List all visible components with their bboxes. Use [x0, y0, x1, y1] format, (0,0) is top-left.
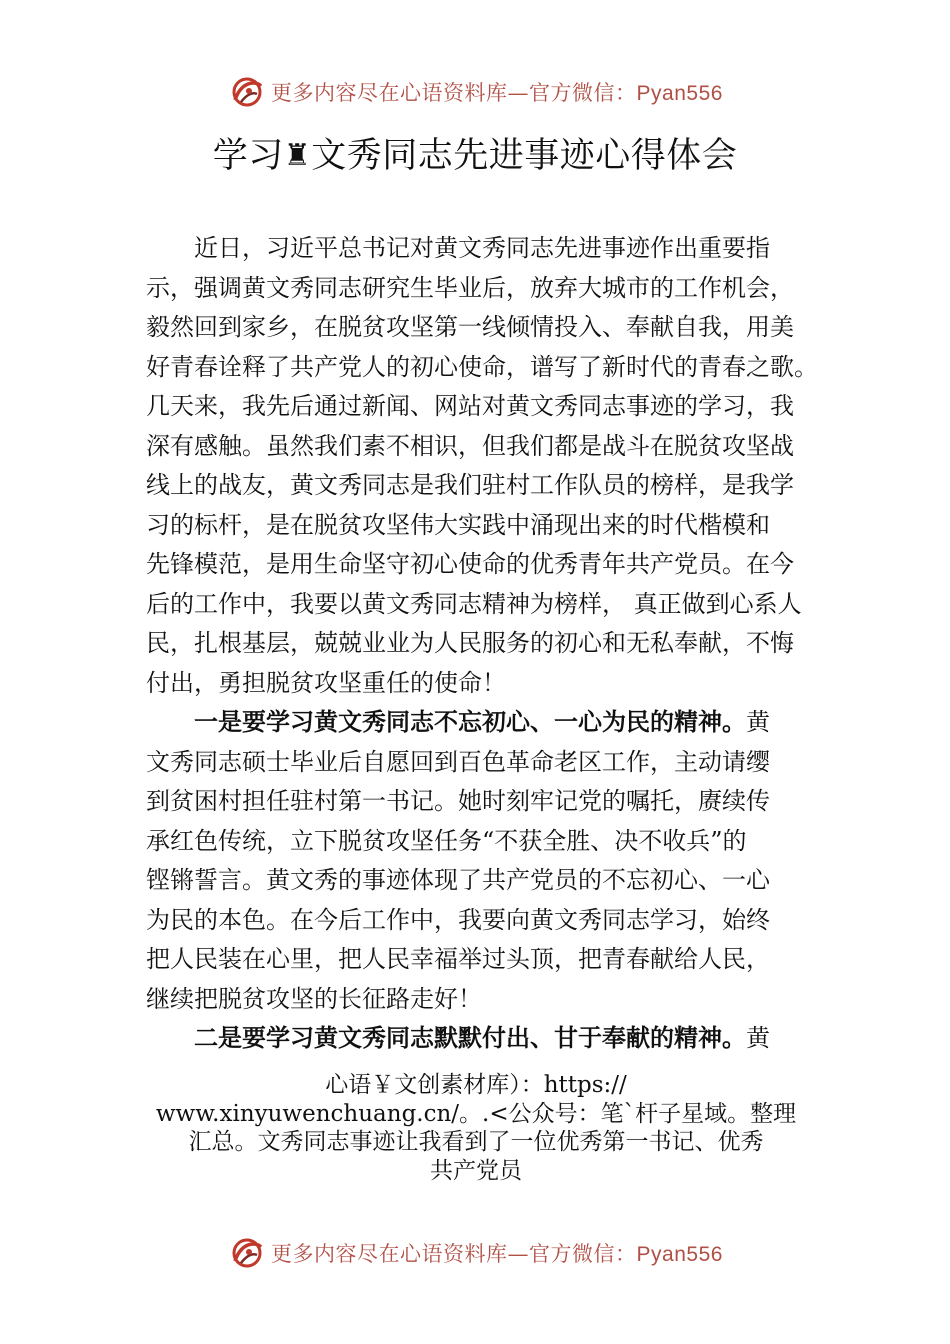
para1-line: 后的工作中，我要以黄文秀同志精神为榜样， 真正做到心系人 [146, 589, 802, 618]
article-body [146, 229, 826, 1059]
para2-first-line [146, 703, 826, 743]
banner-id: Pyan556 [636, 82, 723, 105]
tail-line: 心语￥文创素材库）：https:// [325, 1072, 627, 1098]
para1-line: 好青春诠释了共产党人的初心使命，谱写了新时代的青春之歌。 [146, 352, 818, 381]
para3-heading: 二是要学习黄文秀同志默默付出、甘于奉献的精神。 [194, 1024, 746, 1052]
para1-line: 示，强调黄文秀同志研究生毕业后，放弃大城市的工作机会， [146, 273, 794, 302]
para1-line: 先锋模范，是用生命坚守初心使命的优秀青年共产党员。在今 [146, 550, 794, 578]
para2-line: 到贫困村担任驻村第一书记。她时刻牢记党的嘱托，赓续传 [146, 787, 770, 815]
banner-id: Pyan556 [636, 1243, 723, 1266]
para1-line: 几天来，我先后通过新闻、网站对黄文秀同志事迹的学习，我 [146, 392, 794, 420]
banner-text: 更多内容尽在心语资料库—官方微信： [271, 1242, 637, 1266]
para2-first-tail: 黄 [746, 708, 770, 736]
tail-line: 共产党员 [430, 1157, 522, 1184]
para1-line: 习的标杆，是在脱贫攻坚伟大实践中涌现出来的时代楷模和 [146, 510, 770, 539]
title-after: 文秀同志先进事迹心得体会 [311, 136, 738, 176]
rook-icon: ♜ [283, 138, 312, 173]
title-before: 学习 [212, 136, 284, 176]
header-watermark [0, 72, 950, 112]
banner-text: 更多内容尽在心语资料库—官方微信： [271, 81, 637, 105]
para1-line: 民，扎根基层，兢兢业业为人民服务的初心和无私奉献，不悔 [146, 629, 794, 657]
para1-line: 付出，勇担脱贫攻坚重任的使命！ [146, 668, 506, 697]
para2-line: 承红色传统，立下脱贫攻坚任务“不获全胜、决不收兵”的 [146, 826, 747, 855]
para1-line: 毅然回到家乡，在脱贫攻坚第一线倾情投入、奉献自我，用美 [146, 313, 794, 341]
para2-line: 把人民装在心里，把人民幸福举过头顶，把青春献给人民， [146, 945, 770, 973]
footer-watermark [0, 1233, 950, 1273]
para3-first-line [146, 1019, 826, 1059]
para2-heading: 一是要学习黄文秀同志不忘初心、一心为民的精神。 [194, 708, 746, 736]
para2-line: 文秀同志硕士毕业后自愿回到百色革命老区工作，主动请缨 [146, 747, 770, 776]
tail-line: www.xinyuwenchuang.cn/。.<公众号：笔`杆子星域。整理 [155, 1100, 797, 1127]
para2-line: 继续把脱贫攻坚的长征路走好！ [146, 984, 482, 1013]
para2-line: 铿锵誓言。黄文秀的事迹体现了共产党员的不忘初心、一心 [146, 866, 770, 894]
para1-line: 近日，习近平总书记对黄文秀同志先进事迹作出重要指 [194, 234, 770, 262]
para3-first-tail: 黄 [746, 1024, 770, 1052]
page-title [0, 128, 950, 178]
para1-line: 线上的战友，黄文秀同志是我们驻村工作队员的榜样，是我学 [146, 471, 794, 499]
inserted-note [146, 1071, 806, 1185]
swirl-logo-icon [227, 72, 267, 112]
swirl-logo-icon [227, 1233, 267, 1273]
para1-line: 深有感触。虽然我们素不相识，但我们都是战斗在脱贫攻坚战 [146, 431, 794, 460]
para2-line: 为民的本色。在今后工作中，我要向黄文秀同志学习，始终 [146, 905, 770, 934]
tail-line: 汇总。文秀同志事迹让我看到了一位优秀第一书记、优秀 [188, 1129, 764, 1155]
